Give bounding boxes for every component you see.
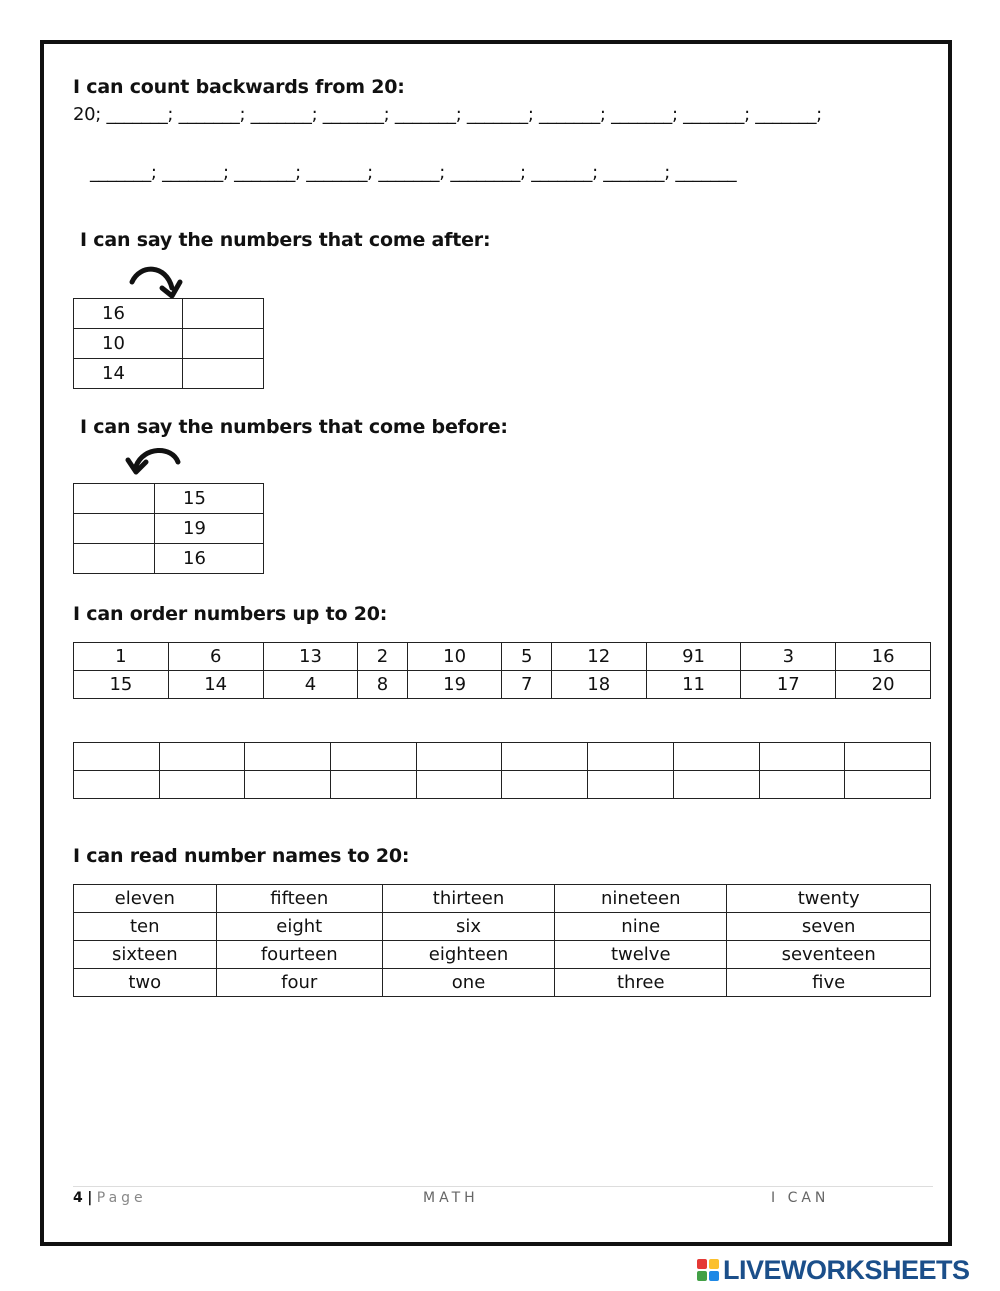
number-names-cell: ten — [74, 913, 217, 941]
count-backwards-line-1[interactable]: 20; _______; _______; _______; _______; _______; _______; _______; _______; _______; _______; — [73, 104, 822, 125]
order-answer-answer-cell[interactable] — [845, 743, 931, 771]
order-table-cell: 7 — [502, 671, 551, 699]
footer-page-label: Page — [96, 1190, 147, 1206]
order-table-cell: 2 — [358, 643, 407, 671]
count-backwards-line-2[interactable]: _______; _______; _______; _______; _______; ________; _______; _______; _______ — [90, 162, 737, 183]
order-table-cell: 13 — [263, 643, 358, 671]
after-table-answer-cell[interactable] — [183, 359, 264, 389]
order-answer-answer-cell[interactable] — [245, 771, 331, 799]
order-answer-answer-cell[interactable] — [588, 743, 674, 771]
number-names-cell: two — [74, 969, 217, 997]
order-table-cell: 8 — [358, 671, 407, 699]
footer-subject: MATH — [423, 1190, 479, 1206]
number-names-cell: four — [216, 969, 382, 997]
heading-numbers-after: I can say the numbers that come after: — [80, 229, 491, 251]
number-names-table — [73, 884, 931, 997]
number-names-cell: six — [382, 913, 554, 941]
liveworksheets-logo[interactable] — [697, 1255, 970, 1285]
number-names-row — [74, 941, 931, 969]
after-table-row — [74, 329, 264, 359]
number-names-cell: sixteen — [74, 941, 217, 969]
order-table-cell: 19 — [407, 671, 502, 699]
footer-page-number: 4 — [73, 1190, 83, 1206]
number-names-cell: three — [555, 969, 727, 997]
before-table-cell: 16 — [155, 544, 264, 574]
number-names-row — [74, 969, 931, 997]
heading-order-numbers: I can order numbers up to 20: — [73, 603, 388, 625]
before-table-answer-cell[interactable] — [74, 514, 155, 544]
order-answer-answer-cell[interactable] — [331, 743, 417, 771]
order-answer-answer-cell[interactable] — [74, 743, 160, 771]
order-answer-answer-cell[interactable] — [416, 743, 502, 771]
order-answer-answer-cell[interactable] — [845, 771, 931, 799]
order-answer-table — [73, 742, 931, 799]
number-names-cell: seven — [727, 913, 931, 941]
order-table-cell: 14 — [168, 671, 263, 699]
number-names-cell: fifteen — [216, 885, 382, 913]
order-answer-answer-cell[interactable] — [588, 771, 674, 799]
order-table-cell: 4 — [263, 671, 358, 699]
heading-number-names: I can read number names to 20: — [73, 845, 410, 867]
number-names-cell: seventeen — [727, 941, 931, 969]
order-table-cell: 10 — [407, 643, 502, 671]
after-table-cell: 10 — [74, 329, 183, 359]
order-answer-answer-cell[interactable] — [416, 771, 502, 799]
order-table-cell: 3 — [741, 643, 836, 671]
order-answer-answer-cell[interactable] — [502, 771, 588, 799]
number-names-cell: eleven — [74, 885, 217, 913]
number-names-row — [74, 885, 931, 913]
order-table-cell: 6 — [168, 643, 263, 671]
before-table — [73, 483, 264, 574]
order-answer-row — [74, 743, 931, 771]
order-table-cell: 18 — [551, 671, 646, 699]
arrow-after-icon — [126, 262, 186, 302]
order-answer-answer-cell[interactable] — [74, 771, 160, 799]
before-table-row — [74, 484, 264, 514]
heading-count-backwards: I can count backwards from 20: — [73, 76, 405, 98]
order-answer-answer-cell[interactable] — [331, 771, 417, 799]
before-table-row — [74, 544, 264, 574]
order-answer-answer-cell[interactable] — [673, 771, 759, 799]
number-names-cell: eighteen — [382, 941, 554, 969]
order-table-cell: 20 — [836, 671, 931, 699]
after-table-row — [74, 299, 264, 329]
order-answer-answer-cell[interactable] — [759, 743, 845, 771]
order-answer-answer-cell[interactable] — [502, 743, 588, 771]
number-names-cell: twelve — [555, 941, 727, 969]
before-table-answer-cell[interactable] — [74, 544, 155, 574]
order-table-cell: 5 — [502, 643, 551, 671]
order-table-cell: 15 — [74, 671, 169, 699]
order-table-cell: 12 — [551, 643, 646, 671]
number-names-cell: nineteen — [555, 885, 727, 913]
order-answer-row — [74, 771, 931, 799]
number-names-cell: fourteen — [216, 941, 382, 969]
before-table-row — [74, 514, 264, 544]
before-table-cell: 15 — [155, 484, 264, 514]
liveworksheets-wordmark: LIVEWORKSHEETS — [723, 1254, 970, 1285]
order-table-row — [74, 643, 931, 671]
after-table-cell: 14 — [74, 359, 183, 389]
number-names-row — [74, 913, 931, 941]
footer-rule — [73, 1186, 933, 1187]
after-table-cell: 16 — [74, 299, 183, 329]
liveworksheets-icon — [697, 1259, 719, 1281]
order-numbers-table — [73, 642, 931, 699]
order-answer-answer-cell[interactable] — [245, 743, 331, 771]
number-names-cell: nine — [555, 913, 727, 941]
footer-page-separator: | — [87, 1190, 93, 1206]
before-table-cell: 19 — [155, 514, 264, 544]
order-table-cell: 11 — [646, 671, 741, 699]
number-names-cell: thirteen — [382, 885, 554, 913]
order-table-cell: 16 — [836, 643, 931, 671]
footer-page — [73, 1190, 147, 1206]
order-table-cell: 91 — [646, 643, 741, 671]
number-names-cell: five — [727, 969, 931, 997]
after-table-row — [74, 359, 264, 389]
order-table-cell: 17 — [741, 671, 836, 699]
order-answer-answer-cell[interactable] — [159, 771, 245, 799]
order-answer-answer-cell[interactable] — [759, 771, 845, 799]
number-names-cell: eight — [216, 913, 382, 941]
order-table-cell: 1 — [74, 643, 169, 671]
order-table-row — [74, 671, 931, 699]
arrow-before-icon — [124, 444, 186, 480]
after-table-answer-cell[interactable] — [183, 329, 264, 359]
number-names-cell: one — [382, 969, 554, 997]
order-answer-answer-cell[interactable] — [159, 743, 245, 771]
after-table-answer-cell[interactable] — [183, 299, 264, 329]
before-table-answer-cell[interactable] — [74, 484, 155, 514]
number-names-cell: twenty — [727, 885, 931, 913]
after-table — [73, 298, 264, 389]
order-answer-answer-cell[interactable] — [673, 743, 759, 771]
heading-numbers-before: I can say the numbers that come before: — [80, 416, 508, 438]
footer-title: I CAN — [771, 1190, 830, 1206]
